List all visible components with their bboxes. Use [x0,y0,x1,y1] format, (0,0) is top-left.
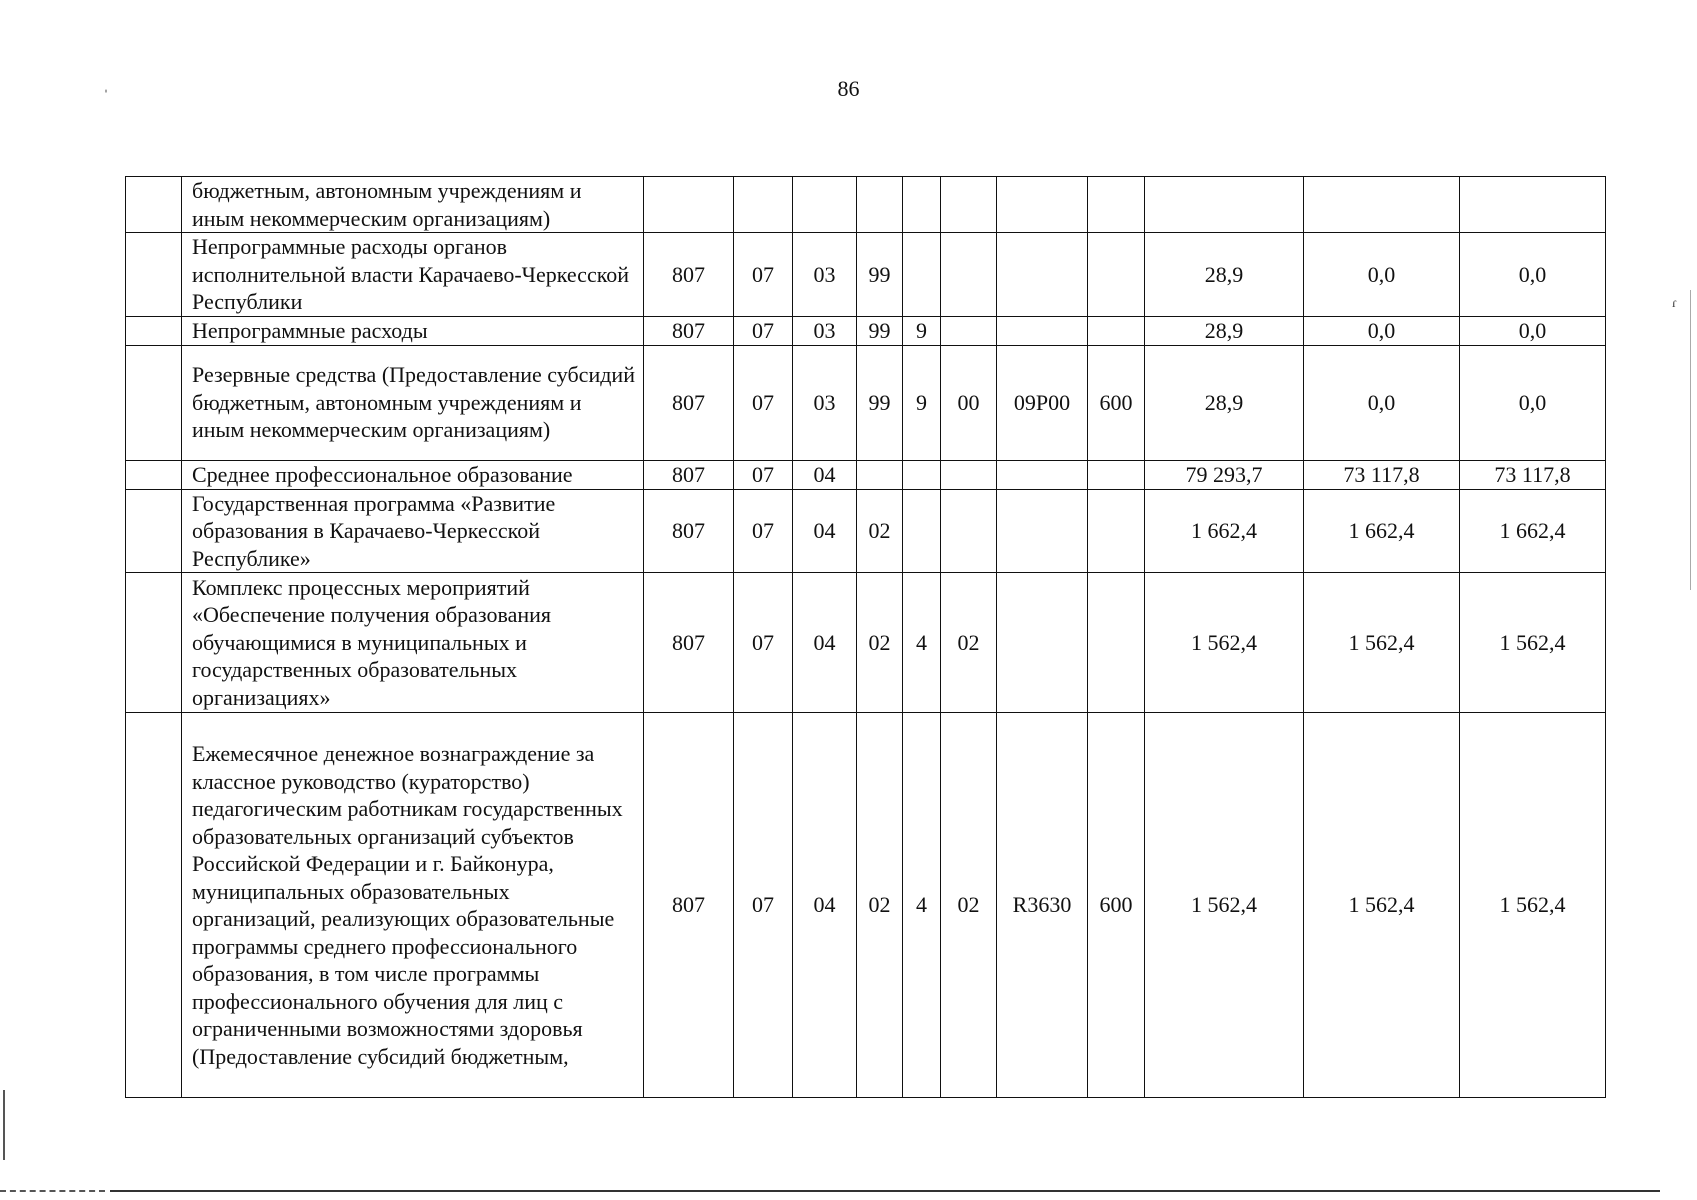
amount-cell: 28,9 [1145,233,1304,317]
row-name-cell: Непрограммные расходы органов исполнительной власти Карачаево-Черкесской Республики [182,233,644,317]
code-cell: 00 [941,345,997,460]
code-cell: 99 [857,345,903,460]
code-cell [997,177,1088,233]
code-cell: 03 [793,345,857,460]
code-cell: 9 [903,317,941,346]
code-cell [1088,317,1145,346]
code-cell [903,177,941,233]
amount-cell: 1 562,4 [1460,573,1606,713]
table-row [126,317,1606,346]
row-name-cell: Резервные средства (Предоставление субсидий бюджетным, автономным учреждениям и иным некоммерческим организациям) [182,345,644,460]
code-cell [941,233,997,317]
row-index-cell [126,317,182,346]
code-cell [857,460,903,489]
table-row [126,177,1606,233]
code-cell: 600 [1088,345,1145,460]
row-name-cell: Среднее профессиональное образование [182,460,644,489]
code-cell: 04 [793,573,857,713]
code-cell: 807 [644,345,734,460]
page-number: 86 [837,76,860,101]
code-cell: 04 [793,713,857,1098]
code-cell [997,573,1088,713]
budget-table [125,176,1606,1098]
code-cell: 99 [857,317,903,346]
row-index-cell [126,713,182,1098]
table-row [126,345,1606,460]
stray-mark: ˈ [103,86,109,106]
code-cell: 807 [644,317,734,346]
table-row [126,233,1606,317]
code-cell [941,177,997,233]
code-cell: 807 [644,233,734,317]
code-cell: 99 [857,233,903,317]
amount-cell: 0,0 [1460,233,1606,317]
code-cell: 07 [734,713,793,1098]
table-row [126,573,1606,713]
amount-cell: 79 293,7 [1145,460,1304,489]
table-row [126,460,1606,489]
code-cell [1088,233,1145,317]
code-cell: 07 [734,345,793,460]
code-cell: 4 [903,573,941,713]
table-row [126,489,1606,573]
code-cell [903,460,941,489]
amount-cell [1145,177,1304,233]
row-name-cell: бюджетным, автономным учреждениям и иным некоммерческим организациям) [182,177,644,233]
row-index-cell [126,233,182,317]
code-cell: 807 [644,489,734,573]
amount-cell: 28,9 [1145,317,1304,346]
code-cell [997,233,1088,317]
code-cell: 03 [793,317,857,346]
bottom-rule [110,1190,1660,1192]
code-cell [1088,489,1145,573]
stray-mark: ɾ [1672,296,1677,311]
code-cell: 07 [734,317,793,346]
table-row [126,713,1606,1098]
row-index-cell [126,345,182,460]
code-cell: 600 [1088,713,1145,1098]
code-cell: 02 [857,713,903,1098]
row-name-cell: Непрограммные расходы [182,317,644,346]
code-cell: 09Р00 [997,345,1088,460]
amount-cell: 1 562,4 [1145,713,1304,1098]
row-index-cell [126,460,182,489]
row-name-cell: Государственная программа «Развитие образования в Карачаево-Черкесской Республике» [182,489,644,573]
row-index-cell [126,489,182,573]
code-cell [734,177,793,233]
code-cell [793,177,857,233]
amount-cell: 1 562,4 [1304,713,1460,1098]
amount-cell: 0,0 [1304,345,1460,460]
amount-cell: 0,0 [1460,317,1606,346]
code-cell: 9 [903,345,941,460]
amount-cell: 1 562,4 [1460,713,1606,1098]
code-cell [1088,573,1145,713]
amount-cell: 0,0 [1460,345,1606,460]
code-cell: 04 [793,489,857,573]
amount-cell: 0,0 [1304,233,1460,317]
amount-cell: 0,0 [1304,317,1460,346]
code-cell: 07 [734,233,793,317]
row-name-cell: Ежемесячное денежное вознаграждение за классное руководство (кураторство) педагогическим работникам государственных образовательных организаций субъектов Российской Федерации и г. Байконура, муниципальных образовательных организаций, реализующих образовательные программы среднего профессионального образования, в том числе программы профессионального обучения для лиц с ограниченными возможностями здоровья (Предоставление субсидий бюджетным, [182,713,644,1098]
code-cell [997,489,1088,573]
code-cell: 07 [734,460,793,489]
code-cell [997,317,1088,346]
code-cell: R3630 [997,713,1088,1098]
code-cell [857,177,903,233]
row-name-cell: Комплекс процессных мероприятий «Обеспечение получения образования обучающимися в муниципальных и государственных образовательных организациях» [182,573,644,713]
code-cell: 02 [857,573,903,713]
code-cell: 02 [941,573,997,713]
code-cell [997,460,1088,489]
scan-edge-line [3,1090,5,1160]
amount-cell: 1 562,4 [1304,573,1460,713]
scan-edge-line [1690,290,1691,590]
amount-cell: 28,9 [1145,345,1304,460]
amount-cell: 1 662,4 [1460,489,1606,573]
code-cell [903,489,941,573]
code-cell: 807 [644,573,734,713]
code-cell: 807 [644,713,734,1098]
code-cell [644,177,734,233]
code-cell [941,317,997,346]
bottom-dash-rule [0,1190,105,1192]
code-cell [941,460,997,489]
amount-cell [1460,177,1606,233]
row-index-cell [126,177,182,233]
amount-cell: 73 117,8 [1304,460,1460,489]
code-cell [903,233,941,317]
amount-cell [1304,177,1460,233]
code-cell [941,489,997,573]
amount-cell: 73 117,8 [1460,460,1606,489]
row-index-cell [126,573,182,713]
code-cell: 04 [793,460,857,489]
code-cell [1088,177,1145,233]
code-cell: 03 [793,233,857,317]
amount-cell: 1 562,4 [1145,573,1304,713]
code-cell: 4 [903,713,941,1098]
code-cell: 807 [644,460,734,489]
code-cell: 02 [857,489,903,573]
code-cell: 07 [734,573,793,713]
code-cell: 07 [734,489,793,573]
code-cell: 02 [941,713,997,1098]
amount-cell: 1 662,4 [1304,489,1460,573]
code-cell [1088,460,1145,489]
amount-cell: 1 662,4 [1145,489,1304,573]
